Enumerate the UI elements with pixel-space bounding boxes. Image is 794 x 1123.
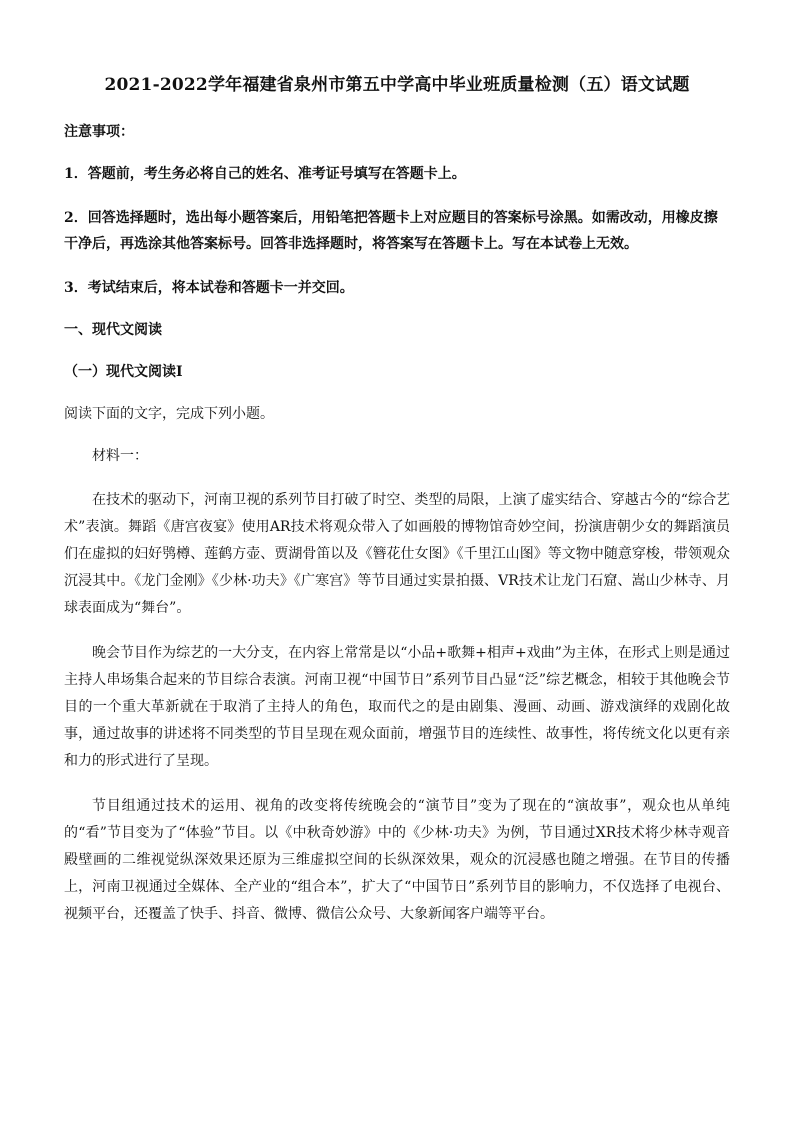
subsection-heading: （一）现代文阅读Ⅰ [64, 364, 183, 380]
paragraph-2: 晚会节目作为综艺的一大分支，在内容上常常是以“小品+歌舞+相声+戏曲”为主体，在形式上则是通过主持人串场集合起来的节目综合表演。河南卫视“中国节日”系列节目凸显“泛”综艺概念，相较于其他晚会节目的一个重大革新就在于取消了主持人的角色，取而代之的是由剧集、漫画、动画、游戏演绎的戏剧化故事，通过故事的讲述将不同类型的节目呈现在观众面前，增强节目的连续性、故事性，将传统文化以更有亲和力的形式进行了呈现。 [64, 645, 730, 769]
reading-instruction: 阅读下面的文字，完成下列小题。 [64, 406, 274, 422]
paragraph-3: 节目组通过技术的运用、视角的改变将传统晚会的“演节目”变为了现在的“演故事”，观众也从单纯的“看”节目变为了“体验”节目。以《中秋奇妙游》中的《少林·功夫》为例，节目通过XR技术将少林寺观音殿壁画的二维视觉纵深效果还原为三维虚拟空间的长纵深效果，观众的沉浸感也随之增强。在节目的传播上，河南卫视通过全媒体、全产业的“组合本”，扩大了“中国节日”系列节目的影响力，不仅选择了电视台、视频平台，还覆盖了快手、抖音、微博、微信公众号、大象新闻客户端等平台。 [64, 798, 730, 922]
notice-heading: 注意事项： [64, 124, 134, 140]
notice-item-2: 2．回答选择题时，选出每小题答案后，用铅笔把答题卡上对应题目的答案标号涂黑。如需改动，用橡皮擦干净后，再选涂其他答案标号。回答非选择题时，将答案写在答题卡上。写在本试卷上无效。 [64, 210, 718, 252]
paragraph-1: 在技术的驱动下，河南卫视的系列节目打破了时空、类型的局限，上演了虚实结合、穿越古今的“综合艺术”表演。舞蹈《唐宫夜宴》使用AR技术将观众带入了如画般的博物馆奇妙空间，扮演唐朝少女的舞蹈演员们在虚拟的妇好鸮樽、莲鹤方壶、贾湖骨笛以及《簪花仕女图》《千里江山图》等文物中随意穿梭，带领观众沉浸其中。《龙门金刚》《少林·功夫》《广寒宫》等节目通过实景拍摄、VR技术让龙门石窟、嵩山少林寺、月球表面成为“舞台”。 [64, 492, 730, 616]
page-title: 2021-2022学年福建省泉州市第五中学高中毕业班质量检测（五）语文试题 [104, 75, 690, 95]
notice-item-3: 3．考试结束后，将本试卷和答题卡一并交回。 [64, 280, 354, 296]
section-heading: 一、现代文阅读 [64, 322, 162, 338]
notice-item-1: 1．答题前，考生务必将自己的姓名、准考证号填写在答题卡上。 [64, 166, 466, 182]
material-label: 材料一： [92, 448, 148, 464]
exam-page [64, 70, 730, 946]
